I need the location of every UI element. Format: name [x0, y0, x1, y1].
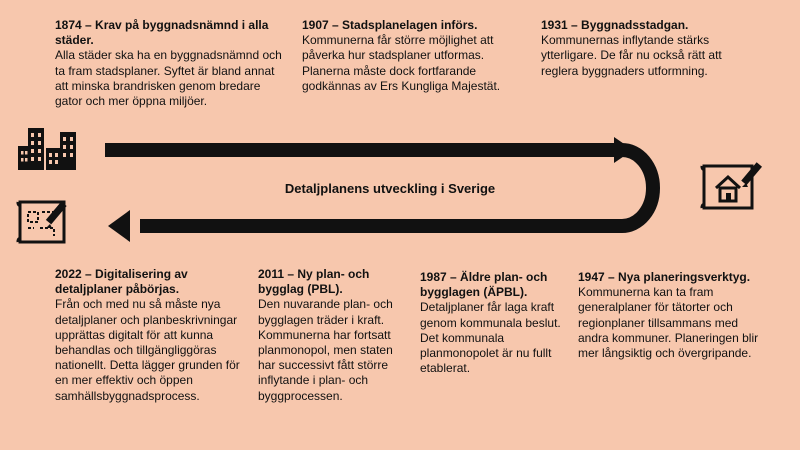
- event-heading: 1931 – Byggnadsstadgan.: [541, 18, 689, 32]
- event-description: Detaljplaner får laga kraft genom kommunala beslut. Det kommunala planmonopolet är nu fullt etablerat.: [420, 300, 561, 376]
- event-description: Den nuvarande plan- och bygglagen träder i kraft. Kommunerna har fortsatt planmonopol, men staten har successivt fått större inflytande i plan- och byggprocessen.: [258, 297, 393, 403]
- blueprint-drawing-icon: [16, 196, 80, 250]
- event-description: Kommunerna kan ta fram generalplaner för tätorter och regionplaner tillsammans med andra kommuner. Planeringen blir mer långsiktig och övergripande.: [578, 285, 759, 361]
- event-heading: 1907 – Stadsplanelagen införs.: [302, 18, 478, 32]
- arrowhead-right: [614, 137, 633, 163]
- city-buildings-icon: [18, 126, 78, 172]
- house-plan-icon: [698, 158, 768, 214]
- event-heading: 1987 – Äldre plan- och bygglagen (ÄPBL).: [420, 270, 548, 300]
- event-heading: 2022 – Digitalisering av detaljplaner påbörjas.: [55, 267, 188, 297]
- event-heading: 2011 – Ny plan- och bygglag (PBL).: [258, 267, 370, 297]
- arrowhead-left: [108, 210, 130, 242]
- event-description: Kommunernas inflytande stärks ytterligare. De får nu också rätt att reglera byggnaders utformning.: [541, 33, 722, 78]
- event-heading: 1947 – Nya planeringsverktyg.: [578, 270, 751, 284]
- diagram-title: Detaljplanens utveckling i Sverige: [284, 181, 496, 196]
- event-description: Från och med nu så måste nya detaljplaner och planbeskrivningar upprättas digitalt för att kunna behandlas och tillgängliggöras nationellt. Detta lägger grunden för en mer effektiv och öppen samhällsbyggnadsprocess.: [55, 297, 240, 403]
- event-heading: 1874 – Krav på byggnadsnämnd i alla städer.: [55, 18, 269, 48]
- event-description: Kommunerna får större möjlighet att påverka hur stadsplaner utformas. Planerna måste dock fortfarande godkännas av Ers Kungliga Majestät.: [302, 33, 501, 93]
- event-description: Alla städer ska ha en byggnadsnämnd och ta fram stadsplaner. Syftet är bland annat att minska brandrisken genom bredare gator och mer öppna miljöer.: [55, 48, 282, 109]
